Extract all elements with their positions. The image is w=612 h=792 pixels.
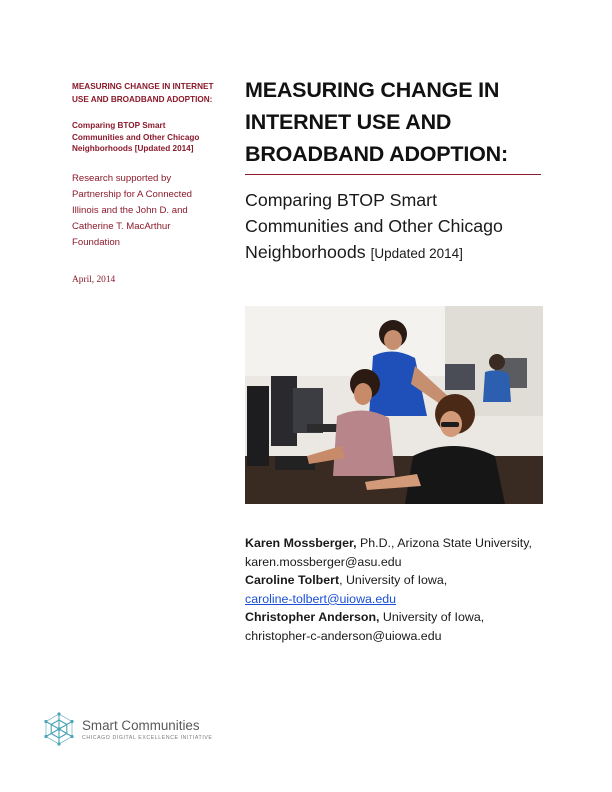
author-entry: Karen Mossberger, Ph.D., Arizona State University,: [245, 536, 532, 550]
sidebar-subtitle: Comparing BTOP Smart Communities and Other Chicago Neighborhoods [Updated 2014]: [72, 121, 200, 153]
author-email: christopher-c-anderson@uiowa.edu: [245, 628, 442, 643]
author-list: [245, 534, 532, 646]
title-divider: [245, 174, 541, 175]
author-entry: Christopher Anderson, University of Iowa,: [245, 610, 485, 625]
main-header: [245, 74, 545, 267]
author-email: karen.mossberger@asu.edu: [245, 554, 402, 569]
computer-lab-photo-illustration: [245, 306, 543, 504]
logo-name: Smart Communities: [82, 717, 200, 733]
sidebar-title: MEASURING CHANGE IN INTERNET USE AND BROADBAND ADOPTION:: [72, 82, 214, 104]
document-subtitle: Comparing BTOP Smart Communities and Other Chicago Neighborhoods [Updated 2014]: [245, 190, 503, 262]
document-title: MEASURING CHANGE IN INTERNET USE AND BROADBAND ADOPTION:: [245, 78, 508, 166]
sidebar-date: April, 2014: [72, 274, 116, 285]
snowflake-network-icon: [42, 712, 76, 746]
smart-communities-logo: [42, 712, 212, 746]
logo-text: [82, 718, 212, 741]
sidebar: [72, 80, 232, 285]
logo-tagline: CHICAGO DIGITAL EXCELLENCE INITIATIVE: [82, 734, 213, 741]
sidebar-support-note: Research supported by Partnership for A Connected Illinois and the John D. and Catherine T. MacArthur Foundation: [72, 172, 192, 248]
author-entry: Caroline Tolbert, University of Iowa,: [245, 573, 448, 588]
author-email-link[interactable]: caroline-tolbert@uiowa.edu: [245, 591, 397, 606]
computer-lab-photo: [245, 306, 543, 504]
